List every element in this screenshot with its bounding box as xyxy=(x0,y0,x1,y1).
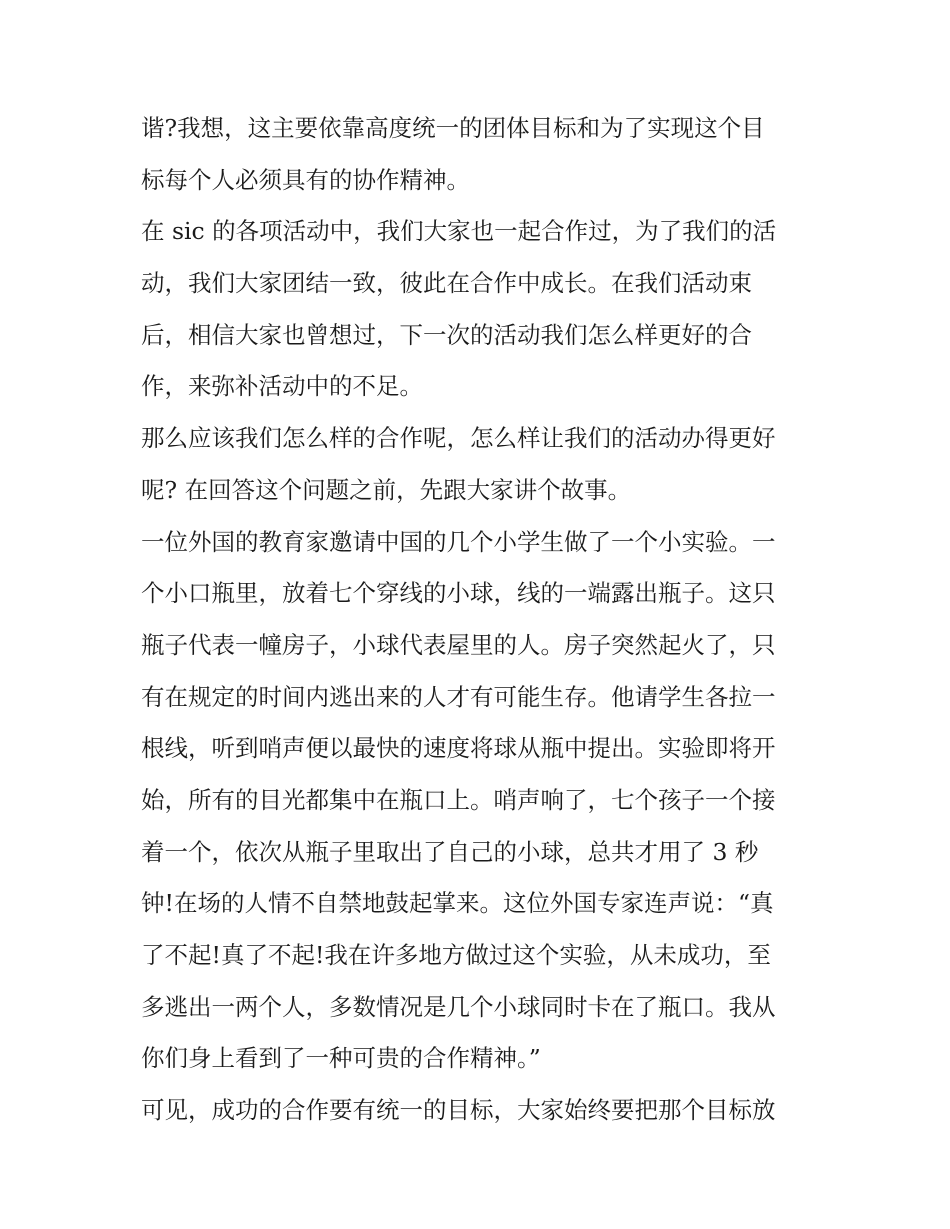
text-line: 谐?我想，这主要依靠高度统一的团体目标和为了实现这个目 xyxy=(141,114,765,142)
text-line: 一位外国的教育家邀请中国的几个小学生做了一个小实验。一 xyxy=(141,527,776,556)
text-line: 了不起!真了不起!我在许多地方做过这个实验，从未成功，至 xyxy=(141,941,771,969)
text-line: 标每个人必须具有的协作精神。 xyxy=(141,165,470,194)
text-line: 那么应该我们怎么样的合作呢，怎么样让我们的活动办得更好 xyxy=(141,424,776,453)
text-line: 根线，听到哨声便以最快的速度将球从瓶中提出。实验即将开 xyxy=(141,734,776,763)
text-line: 瓶子代表一幢房子，小球代表屋里的人。房子突然起火了，只 xyxy=(141,630,776,659)
text-line: 作，来弥补活动中的不足。 xyxy=(141,372,423,401)
text-line: 呢? 在回答这个问题之前，先跟大家讲个故事。 xyxy=(141,475,632,504)
text-line: 动，我们大家团结一致，彼此在合作中成长。在我们活动束 xyxy=(141,269,752,298)
text-line: 个小口瓶里，放着七个穿线的小球，线的一端露出瓶子。这只 xyxy=(141,579,776,608)
text-line: 始，所有的目光都集中在瓶口上。哨声响了，七个孩子一个接 xyxy=(141,785,776,814)
text-line: 多逃出一两个人，多数情况是几个小球同时卡在了瓶口。我从 xyxy=(141,992,776,1021)
text-line: 着一个，依次从瓶子里取出了自己的小球，总共才用了 3 秒 xyxy=(141,837,759,866)
text-line: 可见，成功的合作要有统一的目标，大家始终要把那个目标放 xyxy=(141,1096,776,1125)
text-line: 你们身上看到了一种可贵的合作精神。” xyxy=(141,1044,541,1073)
text-line: 有在规定的时间内逃出来的人才有可能生存。他请学生各拉一 xyxy=(141,682,776,711)
text-line: 后，相信大家也曾想过，下一次的活动我们怎么样更好的合 xyxy=(141,320,752,349)
text-line: 钟!在场的人情不自禁地鼓起掌来。这位外国专家连声说：“真 xyxy=(141,889,774,918)
text-line: 在 sic 的各项活动中，我们大家也一起合作过，为了我们的活 xyxy=(141,217,777,246)
document-body xyxy=(141,103,821,1137)
